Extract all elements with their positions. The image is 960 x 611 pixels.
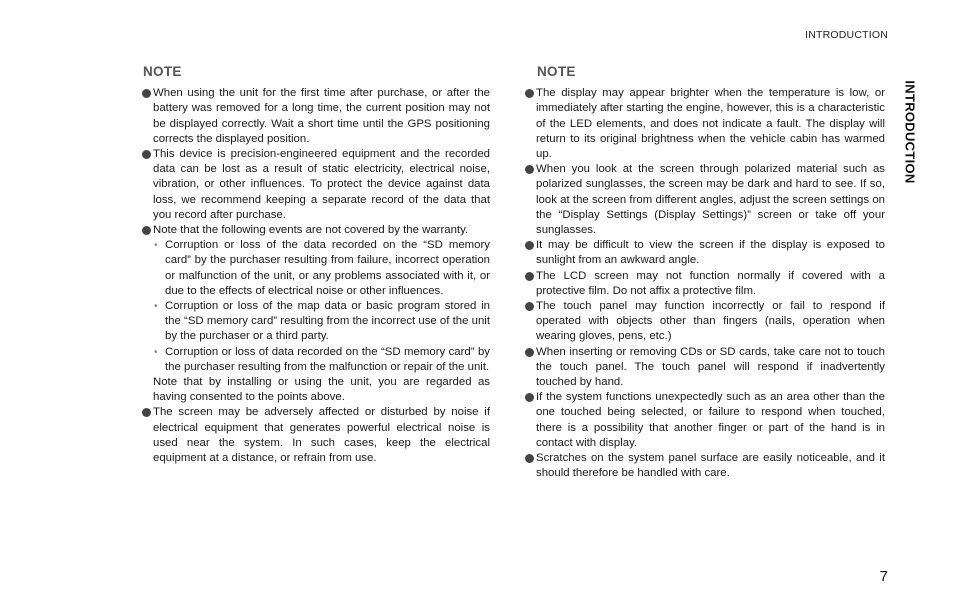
note-item: When using the unit for the first time after purchase, or after the battery was removed for a long time, the current position may not be displayed correctly. Wait a short time until the GPS positioning corrects the displayed position. [142,86,490,147]
note-item: The LCD screen may not function normally if covered with a protective film. Do not affix a protective film. [525,269,885,299]
note-item: If the system functions unexpectedly such as an area other than the one touched being selected, or failure to respond when touched, there is a possibility that another finger or part of the hand is in contact with display. [525,390,885,451]
note-list [142,86,490,466]
warranty-exclusion-list [142,238,490,375]
note-item: It may be difficult to view the screen if the display is exposed to sunlight from an awkward angle. [525,238,885,268]
note-heading: NOTE [143,64,182,79]
note-list [525,86,885,481]
section-side-tab [893,80,927,200]
note-item: The screen may be adversely affected or disturbed by noise if electrical equipment that generates powerful electrical noise is used near the system. In such cases, keep the electrical equipment at a distance, or refrain from use. [142,405,490,466]
left-note-column [142,64,490,466]
note-item: When you look at the screen through polarized material such as polarized sunglasses, the screen may be dark and hard to see. If so, look at the screen from different angles, adjust the screen settings on the “Display Settings (Display Settings)” screen or take off your sunglasses. [525,162,885,238]
note-item: Scratches on the system panel surface are easily noticeable, and it should therefore be handled with care. [525,451,885,481]
note-item: This device is precision-engineered equipment and the recorded data can be lost as a result of static electricity, electrical noise, vibration, or other influences. To protect the device against data loss, we recommend keeping a separate record of the data that you record after purchase. [142,147,490,223]
warranty-exclusion-item: • Corruption or loss of the data recorded on the “SD memory card” by the purchaser resulting from failure, incorrect operation or malfunction of the unit, or any problems associated with it, or due to the effects of electrical noise or other influences. [142,238,490,299]
note-item: When inserting or removing CDs or SD cards, take care not to touch the touch panel. The touch panel will respond if inadvertently touched by hand. [525,345,885,391]
note-item: The display may appear brighter when the temperature is low, or immediately after starting the engine, however, this is a characteristic of the LED elements, and does not indicate a fault. The display will return to its original brightness when the vehicle cabin has warmed up. [525,86,885,162]
page-number: 7 [879,568,888,585]
warranty-exclusion-item: • Corruption or loss of data recorded on the “SD memory card” by the purchaser resulting from the malfunction or repair of the unit. [142,345,490,375]
warranty-closing: Note that by installing or using the unit, you are regarded as having consented to the points above. [153,376,490,404]
right-note-column [525,64,885,481]
note-item-warranty [142,223,490,405]
note-heading: NOTE [537,64,576,79]
running-header: INTRODUCTION [805,29,888,41]
warranty-intro: Note that the following events are not covered by the warranty. [153,224,469,237]
warranty-exclusion-item: • Corruption or loss of the map data or basic program stored in the “SD memory card” resulting from the incorrect use of the unit by the purchaser or a third party. [142,299,490,345]
note-item: The touch panel may function incorrectly or fail to respond if operated with objects other than fingers (nails, operation when wearing gloves, pens, etc.) [525,299,885,345]
side-tab-label: INTRODUCTION [902,80,918,184]
